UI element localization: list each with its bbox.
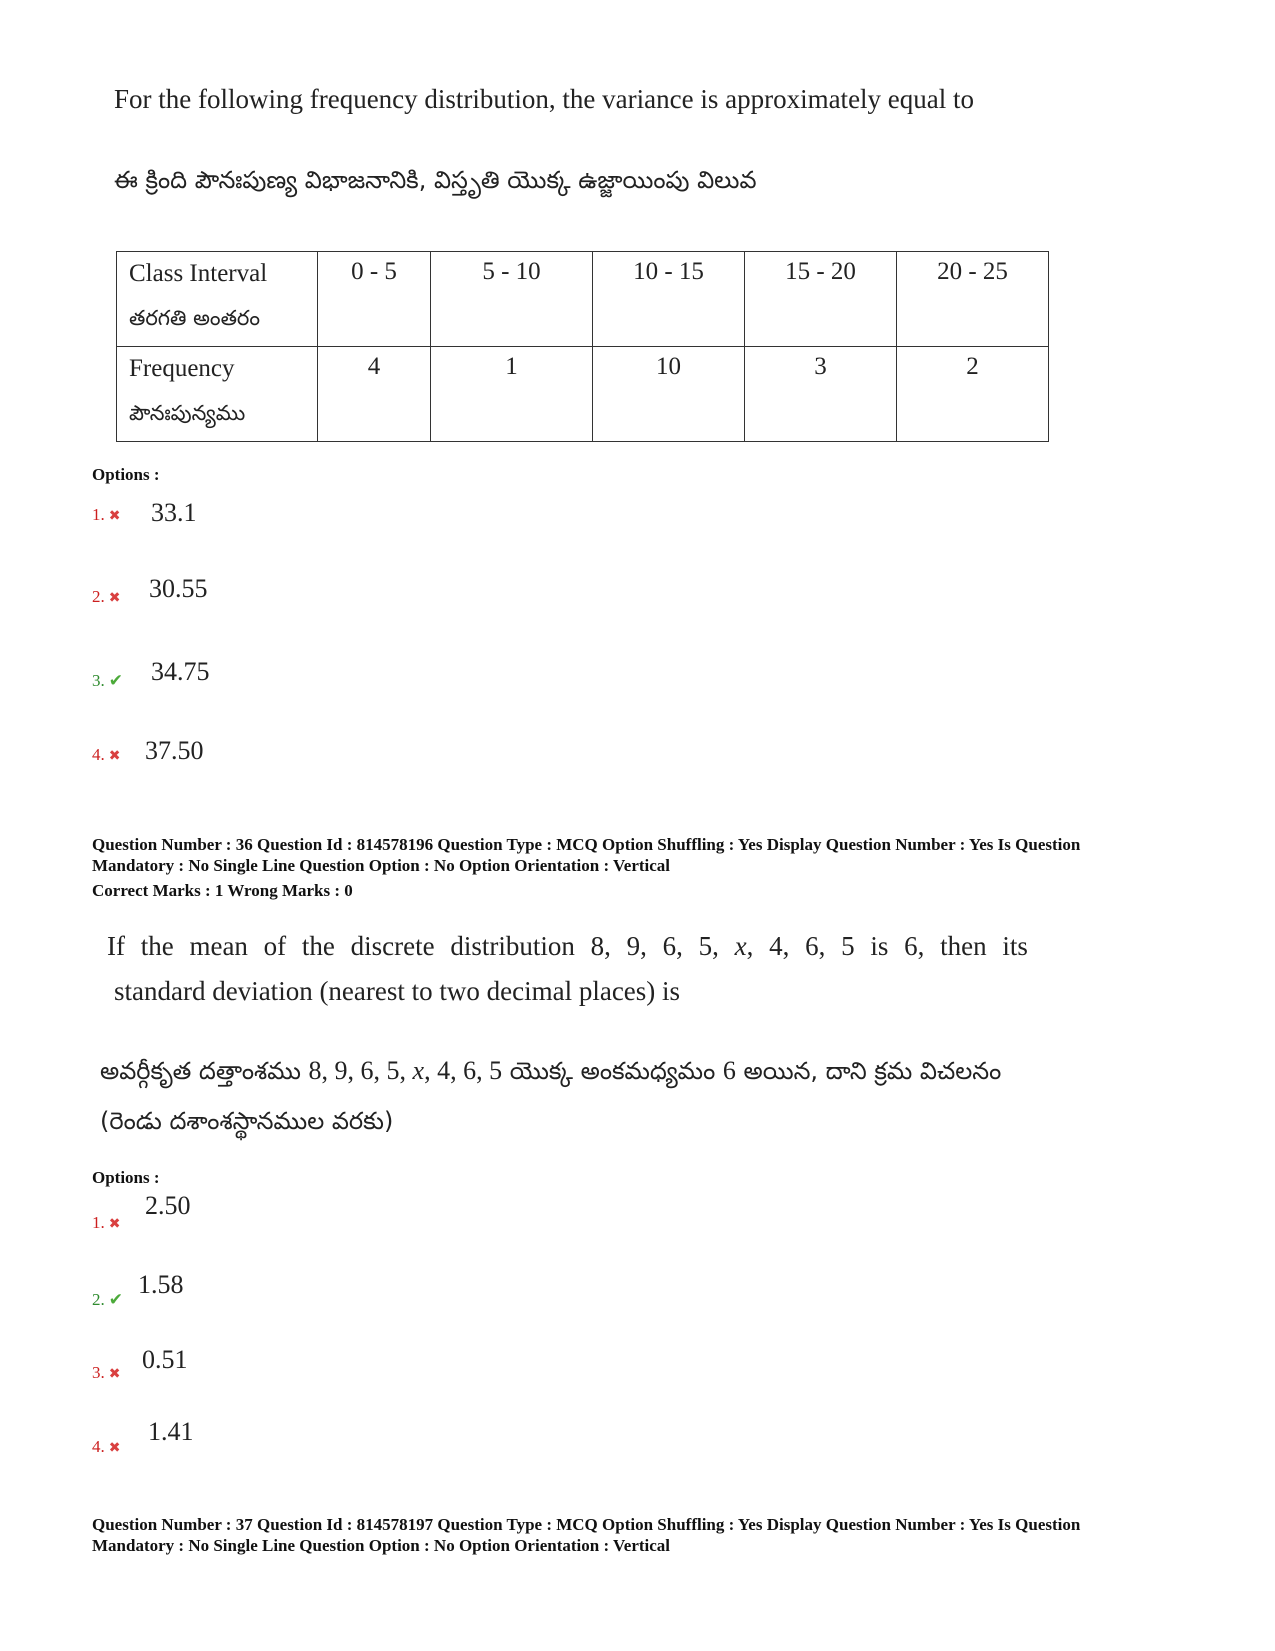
cross-icon: ✖ (108, 508, 121, 524)
check-icon: ✔ (108, 671, 123, 691)
table-cell: 2 (897, 347, 1049, 442)
option-3[interactable] (92, 1363, 120, 1383)
option-value: 37.50 (145, 736, 204, 765)
math-variable: x (734, 931, 747, 961)
option-number: 3. (92, 1363, 105, 1382)
text-fragment: అవర్గీకృత దత్తాంశము (100, 1057, 309, 1085)
option-value: 33.1 (151, 498, 197, 527)
option-value: 34.75 (151, 657, 210, 686)
text-fragment: 8, 9, 6, 5, (308, 1056, 413, 1085)
question-marks: Correct Marks : 1 Wrong Marks : 0 (92, 881, 353, 900)
row-header-frequency (117, 347, 318, 442)
table-row (117, 347, 1049, 442)
q36-telugu-line2: (రెండు దశాంశస్థానముల వరకు) (100, 1107, 394, 1135)
table-cell: 5 - 10 (431, 252, 593, 347)
option-number: 4. (92, 745, 105, 764)
option-number: 1. (92, 505, 105, 524)
cross-icon: ✖ (108, 1366, 121, 1382)
row-header-telugu: పౌనఃపున్యము (129, 401, 246, 425)
question-meta-line2: Mandatory : No Single Line Question Option : No Option Orientation : Vertical (92, 1536, 671, 1555)
q36-telugu-line1 (100, 1056, 1001, 1091)
option-number: 1. (92, 1213, 105, 1232)
table-cell: 10 (593, 347, 745, 442)
cross-icon: ✖ (108, 748, 121, 764)
row-header-english: Class Interval (129, 260, 268, 287)
table-cell: 4 (318, 347, 431, 442)
cross-icon: ✖ (108, 1216, 121, 1232)
table-cell: 0 - 5 (318, 252, 431, 347)
q35-telugu-text: ఈ క్రింది పౌనఃపుణ్య విభాజనానికి, విస్తృతి యొక్క ఉజ్జాయింపు విలువ (114, 166, 757, 194)
q36-english-line1 (107, 931, 1028, 962)
option-3[interactable] (92, 671, 123, 691)
table-cell: 3 (745, 347, 897, 442)
option-4[interactable] (92, 745, 120, 765)
row-header-class-interval (117, 252, 318, 347)
question-meta-line2: Mandatory : No Single Line Question Option : No Option Orientation : Vertical (92, 856, 671, 875)
text-fragment: అయిన, దాని క్రమ విచలనం (735, 1057, 1002, 1085)
option-number: 4. (92, 1437, 105, 1456)
text-fragment: , 4, 6, 5 is 6, then its (746, 931, 1028, 961)
options-label: Options : (92, 465, 160, 484)
q35-english-text: For the following frequency distribution, the variance is approximately equal to (114, 84, 975, 114)
option-value: 1.58 (138, 1270, 184, 1299)
text-fragment: If the mean of the discrete distribution 8, 9, 6, 5, (107, 931, 735, 961)
option-value: 1.41 (148, 1417, 194, 1446)
option-1[interactable] (92, 1213, 120, 1233)
question-meta-line1: Question Number : 37 Question Id : 814578197 Question Type : MCQ Option Shuffling : Yes Display Question Number : Yes Is Question (92, 1515, 1081, 1534)
option-number: 2. (92, 1290, 105, 1309)
option-number: 3. (92, 671, 105, 690)
q36-english-line2: standard deviation (nearest to two decimal places) is (114, 976, 681, 1006)
math-variable: x (412, 1056, 425, 1085)
option-value: 30.55 (149, 574, 208, 603)
text-fragment: , 4, 6, 5 (424, 1056, 503, 1085)
check-icon: ✔ (108, 1290, 123, 1310)
options-label: Options : (92, 1168, 160, 1187)
option-number: 2. (92, 587, 105, 606)
table-cell: 15 - 20 (745, 252, 897, 347)
option-4[interactable] (92, 1437, 120, 1457)
table-cell: 20 - 25 (897, 252, 1049, 347)
row-header-telugu: తరగతి అంతరం (129, 306, 261, 330)
question-meta-line1: Question Number : 36 Question Id : 814578196 Question Type : MCQ Option Shuffling : Yes Display Question Number : Yes Is Question (92, 835, 1081, 854)
table-row (117, 252, 1049, 347)
option-2[interactable] (92, 1290, 123, 1310)
frequency-table (116, 251, 1049, 442)
table-cell: 1 (431, 347, 593, 442)
cross-icon: ✖ (108, 1440, 121, 1456)
option-value: 2.50 (145, 1191, 191, 1220)
row-header-english: Frequency (129, 355, 235, 382)
cross-icon: ✖ (108, 590, 121, 606)
option-1[interactable] (92, 505, 120, 525)
option-value: 0.51 (142, 1345, 188, 1374)
option-2[interactable] (92, 587, 120, 607)
text-fragment: 6 (722, 1056, 736, 1085)
text-fragment: యొక్క అంకమధ్యమం (502, 1057, 723, 1085)
table-cell: 10 - 15 (593, 252, 745, 347)
